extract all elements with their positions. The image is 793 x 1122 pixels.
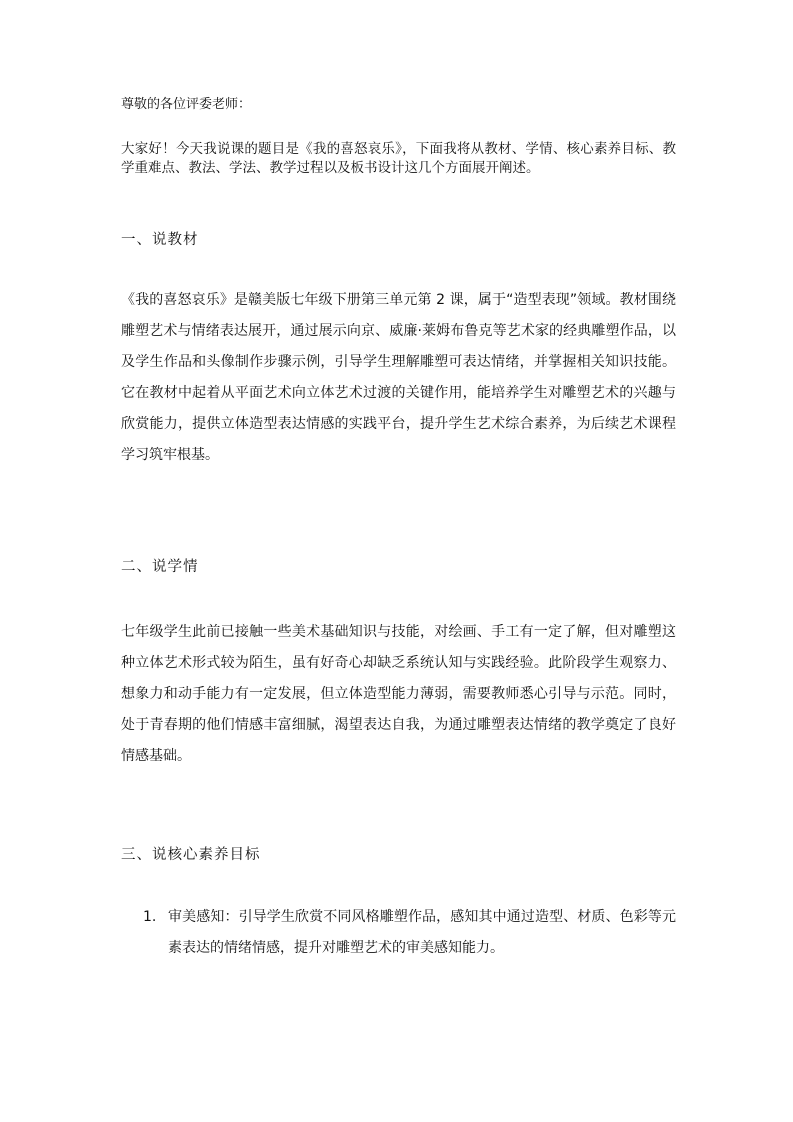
intro-paragraph: 大家好！今天我说课的题目是《我的喜怒哀乐》，下面我将从教材、学情、核心素养目标、教学重难点、教法、学法、教学过程以及板书设计这几个方面展开阐述。: [121, 141, 676, 176]
list-item-text: 审美感知：引导学生欣赏不同风格雕塑作品，感知其中通过造型、材质、色彩等元素表达的情绪情感，提升对雕塑艺术的审美感知能力。: [168, 909, 676, 956]
section-heading-students: 二、说学情: [121, 559, 199, 575]
section-heading-textbook: 一、说教材: [121, 232, 199, 248]
greeting: 尊敬的各位评委老师：: [121, 97, 252, 112]
section-heading-core-goals: 三、说核心素养目标: [121, 847, 261, 863]
section-body-students: 七年级学生此前已接触一些美术基础知识与技能，对绘画、手工有一定了解，但对雕塑这种立体艺术形式较为陌生，虽有好奇心却缺乏系统认知与实践经验。此阶段学生观察力、想象力和动手能力有一定发展，但立体造型能力薄弱，需要教师悉心引导与示范。同时，处于青春期的他们情感丰富细腻，渴望表达自我，为通过雕塑表达情绪的教学奠定了良好情感基础。: [121, 624, 676, 764]
list-item-number: 1.: [143, 909, 157, 925]
section-body-textbook: 《我的喜怒哀乐》是赣美版七年级下册第三单元第 2 课，属于“造型表现”领域。教材围绕雕塑艺术与情绪表达展开，通过展示向京、威廉·莱姆布鲁克等艺术家的经典雕塑作品，以及学生作品和头像制作步骤示例，引导学生理解雕塑可表达情绪，并掌握相关知识技能。它在教材中起着从平面艺术向立体艺术过渡的关键作用，能培养学生对雕塑艺术的兴趣与欣赏能力，提供立体造型表达情感的实践平台，提升学生艺术综合素养，为后续艺术课程学习筑牢根基。: [121, 292, 676, 463]
